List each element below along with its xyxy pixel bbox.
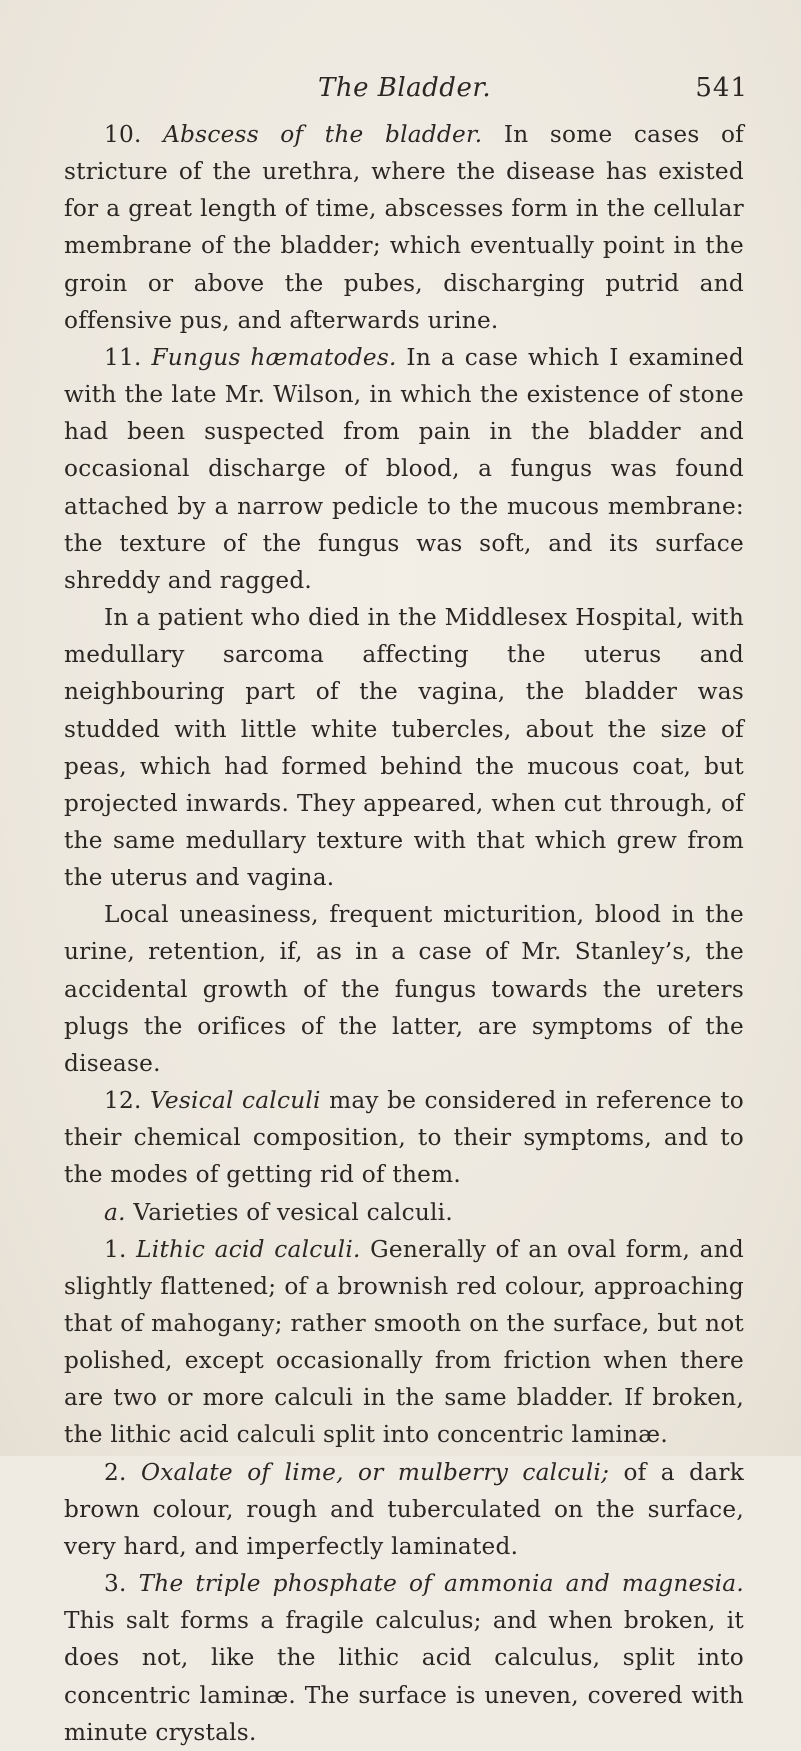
paragraph-text: In a case which I examined with the late Mr. Wilson, in which the existence of stone had been suspected from pain in the bladder and occasional discharge of blood, a fungus was found attached by a narrow pedicle to the mucous membrane: the texture of the fungus was soft, and its surface shreddy and ragged. bbox=[64, 343, 744, 594]
paragraph-abscess bbox=[64, 116, 744, 339]
paragraph-triple-phosphate bbox=[64, 1565, 744, 1751]
paragraph-oxalate bbox=[64, 1454, 744, 1565]
subsection-letter: a. bbox=[104, 1198, 126, 1226]
paragraph-text: of a dark brown colour, rough and tuberculated on the surface, very hard, and imperfectly laminated. bbox=[64, 1458, 744, 1560]
paragraph-text: In a patient who died in the Middlesex Hospital, with medullary sarcoma affecting the uterus and neighbouring part of the vagina, the bladder was studded with little white tubercles, about the size of peas, which had formed behind the mucous coat, but projected inwards. They appeared, when cut through, of the same medullary texture with that which grew from the uterus and vagina. bbox=[64, 604, 744, 892]
paragraph-text: Generally of an oval form, and slightly flattened; of a brownish red colour, approaching that of mahogany; rather smooth on the surface, but not polished, except occasionally from friction when there are two or more calculi in the same bladder. If broken, the lithic acid calculi split into concentric laminæ. bbox=[64, 1235, 744, 1449]
paragraph-text: This salt forms a fragile calculus; and when broken, it does not, like the lithic acid calculus, split into concentric laminæ. The surface is uneven, covered with minute crystals. bbox=[64, 1607, 744, 1746]
paragraph-text: Varieties of vesical calculi. bbox=[125, 1198, 453, 1226]
section-heading: Abscess of the bladder. bbox=[163, 121, 483, 148]
running-header bbox=[318, 72, 748, 104]
paragraph-text: In some cases of stricture of the urethra, where the disease has existed for a great length of time, abscesses form in the cellular membrane of the bladder; which eventually point in the groin or above the pubes, discharging putrid and offensive pus, and afterwards urine. bbox=[64, 121, 744, 334]
section-heading: Lithic acid calculi. bbox=[136, 1235, 361, 1263]
paragraph-number: 2. bbox=[104, 1458, 141, 1486]
paragraph-fungus bbox=[64, 339, 744, 599]
paragraph-lithic-acid bbox=[64, 1231, 744, 1454]
page-body bbox=[64, 116, 744, 1751]
running-title: The Bladder. bbox=[318, 73, 492, 103]
page-number: 541 bbox=[695, 73, 748, 103]
paragraph-number: 11. bbox=[104, 343, 152, 371]
paragraph-vesical-calculi bbox=[64, 1082, 744, 1193]
paragraph-middlesex-case bbox=[64, 599, 744, 896]
paragraph-number: 1. bbox=[104, 1235, 137, 1263]
section-heading: Vesical calculi bbox=[150, 1087, 321, 1115]
paragraph-symptoms bbox=[64, 896, 744, 1082]
section-heading: Fungus hæmatodes. bbox=[151, 343, 397, 371]
paragraph-varieties bbox=[64, 1194, 744, 1231]
section-heading: Oxalate of lime, or mulberry calculi; bbox=[140, 1458, 610, 1486]
paragraph-text: Local uneasiness, frequent micturition, blood in the urine, retention, if, as in a case of Mr. Stanley’s, the accidental growth of the fungus towards the ureters plugs the orifices of the latter, are symptoms of the disease. bbox=[64, 901, 744, 1077]
paragraph-number: 10. bbox=[104, 121, 164, 148]
section-heading: The triple phosphate of ammonia and magnesia. bbox=[138, 1570, 744, 1598]
paragraph-text: may be considered in reference to their chemical composition, to their symptoms, and to the modes of getting rid of them. bbox=[64, 1087, 744, 1189]
paragraph-number: 3. bbox=[104, 1570, 139, 1598]
paragraph-number: 12. bbox=[104, 1087, 150, 1115]
